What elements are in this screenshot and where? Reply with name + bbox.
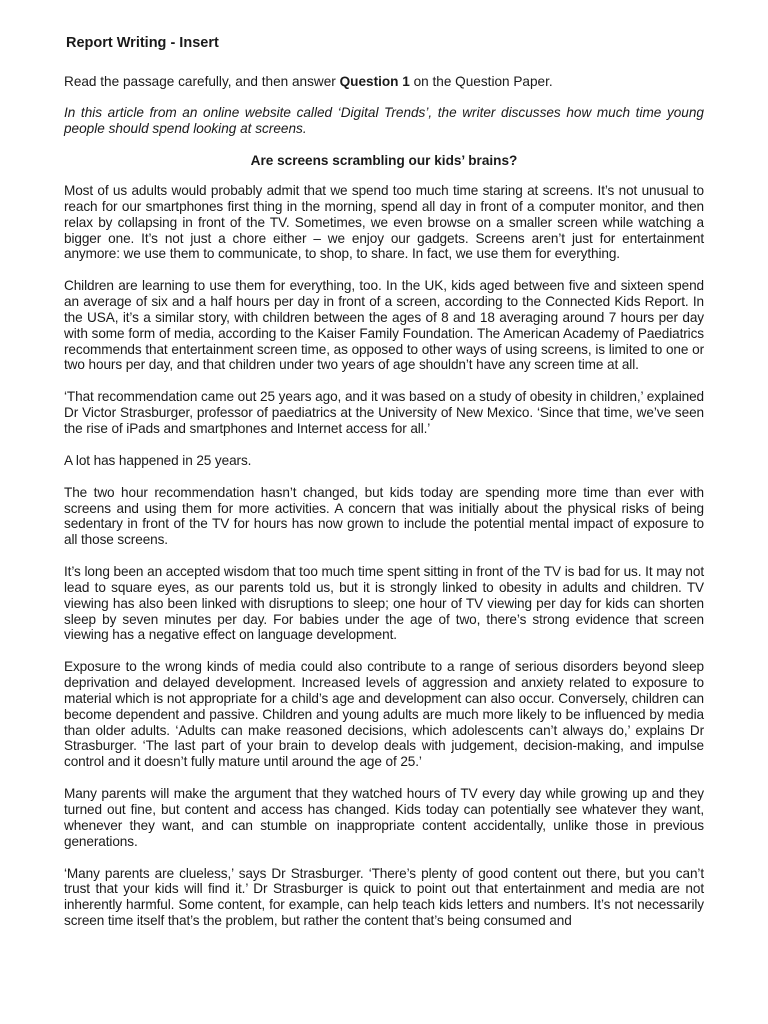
article-paragraph: ‘Many parents are clueless,’ says Dr Strasburger. ‘There’s plenty of good content out there, but you can’t trust that your kids will find it.’ Dr Strasburger is quick to point out that entertainment and media are not inherently harmful. Some content, for example, can help teach kids letters and numbers. It’s not necessarily screen time itself that’s the problem, but rather the content that’s being consumed and [64,865,704,929]
article-paragraph: The two hour recommendation hasn’t changed, but kids today are spending more time than ever with screens and using them for more activities. A concern that was initially about the physical risks of being sedentary in front of the TV for hours has now grown to include the potential mental impact of exposure to all those screens. [64,484,704,548]
instruction-text: Read the passage carefully, and then answer [64,74,340,89]
article-heading: Are screens scrambling our kids’ brains? [250,153,518,168]
article-paragraph: Exposure to the wrong kinds of media could also contribute to a range of serious disorders beyond sleep deprivation and delayed development. Increased levels of aggression and anxiety related to exposure to material which is not appropriate for a child’s age and development can also occur. Conversely, children can become dependent and passive. Children and young adults are much more likely to be influenced by media than older adults. ‘Adults can make reasoned decisions, which adolescents can’t always do,’ explains Dr Strasburger. ‘The last part of your brain to develop deals with judgement, decision-making, and impulse control and it doesn’t fully mature until around the age of 25.’ [64,659,704,770]
article-paragraph: A lot has happened in 25 years. [64,452,252,468]
document-title: Report Writing - Insert [66,35,219,51]
article-paragraph: It’s long been an accepted wisdom that too much time spent sitting in front of the TV is bad for us. It may not lead to square eyes, as our parents told us, but it is strongly linked to obesity in adults and children. TV viewing has also been linked with disruptions to sleep; one hour of TV viewing per day for kids can shorten sleep by seven minutes per day. For babies under the age of two, there’s strong evidence that screen viewing has a negative effect on language development. [64,564,704,643]
article-paragraph: Most of us adults would probably admit that we spend too much time staring at screens. It’s not unusual to reach for our smartphones first thing in the morning, spend all day in front of a computer monitor, and then relax by collapsing in front of the TV. Sometimes, we even browse on a smaller screen while watching a bigger one. It’s not just a chore either – we enjoy our gadgets. Screens aren’t just for entertainment anymore: we use them to communicate, to shop, to share. In fact, we use them for everything. [64,183,704,262]
instruction-question-ref: Question 1 [339,74,410,89]
instruction-text-end: on the Question Paper. [409,74,553,89]
article-paragraph: Children are learning to use them for everything, too. In the UK, kids aged between five and sixteen spend an average of six and a half hours per day in front of a screen, according to the Connected Kids Report. In the USA, it’s a similar story, with children between the ages of 8 and 18 averaging around 7 hours per day with some form of media, according to the Kaiser Family Foundation. The American Academy of Paediatrics recommends that entertainment screen time, as opposed to other ways of using screens, is limited to one or two hours per day, and that children under two years of age shouldn’t have any screen time at all. [64,278,704,373]
instruction [64,74,704,90]
document-page [64,35,704,945]
article-paragraph: Many parents will make the argument that they watched hours of TV every day while growing up and they turned out fine, but content and access has changed. Kids today can potentially see whatever they want, whenever they want, and can stumble on inappropriate content accidentally, unlike those in previous generations. [64,786,704,849]
article-paragraph: ‘That recommendation came out 25 years ago, and it was based on a study of obesity in children,’ explained Dr Victor Strasburger, professor of paediatrics at the University of New Mexico. ‘Since that time, we’ve seen the rise of iPads and smartphones and Internet access for all.’ [64,389,704,436]
article-context: In this article from an online website called ‘Digital Trends’, the writer discusses how much time young people should spend looking at screens. [64,105,704,136]
